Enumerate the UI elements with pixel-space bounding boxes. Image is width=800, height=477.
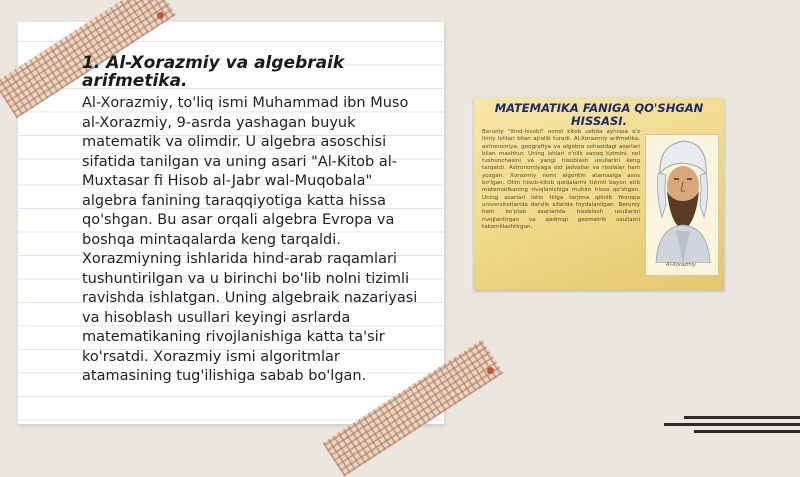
portrait-caption: Al-Xorazmiy: [666, 262, 696, 268]
stripe-line: [694, 430, 800, 433]
pin-dot-top: [157, 12, 164, 19]
pin-dot-bottom: [487, 367, 494, 374]
stripe-line: [684, 416, 800, 419]
decorative-stripes: [664, 410, 800, 440]
poster-image: [474, 98, 724, 290]
portrait-image: [645, 134, 719, 276]
slide-body-text: Al-Xorazmiy, to'liq ismi Muhammad ibn Muso al-Xorazmiy, 9-asrda yashagan buyuk matematik va olimdir. U algebra asoschisi sifatida tanilgan va uning asari "Al-Kitob al-Muxtasar fi Hisob al-Jabr wal-Muqobala" algebra fanining taraqqiyotiga katta hissa qo'shgan. Bu asar orqali algebra Evropa va boshqa mintaqalarda keng tarqaldi. Xorazmiyning ishlarida hind-arab raqamlari tushuntirilgan va u birinchi bo'lib nolni tizimli ravishda ishlatgan. Uning algebraik nazariyasi va hisoblash usullari keyingi asrlarda matematikaning rivojlanishiga katta ta'sir ko'rsatdi. Xorazmiy ismi algoritmlar atamasining tug'ilishiga sabab bo'lgan.: [82, 95, 418, 384]
stripe-line: [664, 423, 800, 426]
poster-text: Beruniy "Xind-hisobi" nomli kitob ustida ayniqsa o'z ilmiy ishlari bilan ajralib turadi. Al-Xorazmiy arifmetika, astronomiya, geografiya va algebra sohasidagi asarlari bilan mashhur. Uning ishlari o'nlik sanoq tizimini, nol tushunchasini va yangi hisoblash usullarini keng tarqatdi. Astronomiyaga oid jadvallar va risolalar ham yozgan. Xorazmiy nomi algoritm atamasiga asos bo'lgan. Olim hisob-kitob qoidalarini tizimli bayon etib matematikaning rivojlanishiga muhim hissa qo'shgan. Uning asarlari lotin tiliga tarjima qilinib Yevropa universitetlarida darslik sifatida foydalanilgan. Beruniy ham ko'plab asarlarida hisoblash usullarini rivojlantirgan va qadimgi geometrik usullarni takomillashtirgan.: [482, 129, 640, 230]
slide-heading: 1. Al-Xorazmiy va algebraik arifmetika.: [82, 53, 345, 91]
scholar-portrait-icon: [646, 135, 718, 263]
poster-title: MATEMATIKA FANIGA QO'SHGAN HISSASI.: [494, 101, 704, 128]
